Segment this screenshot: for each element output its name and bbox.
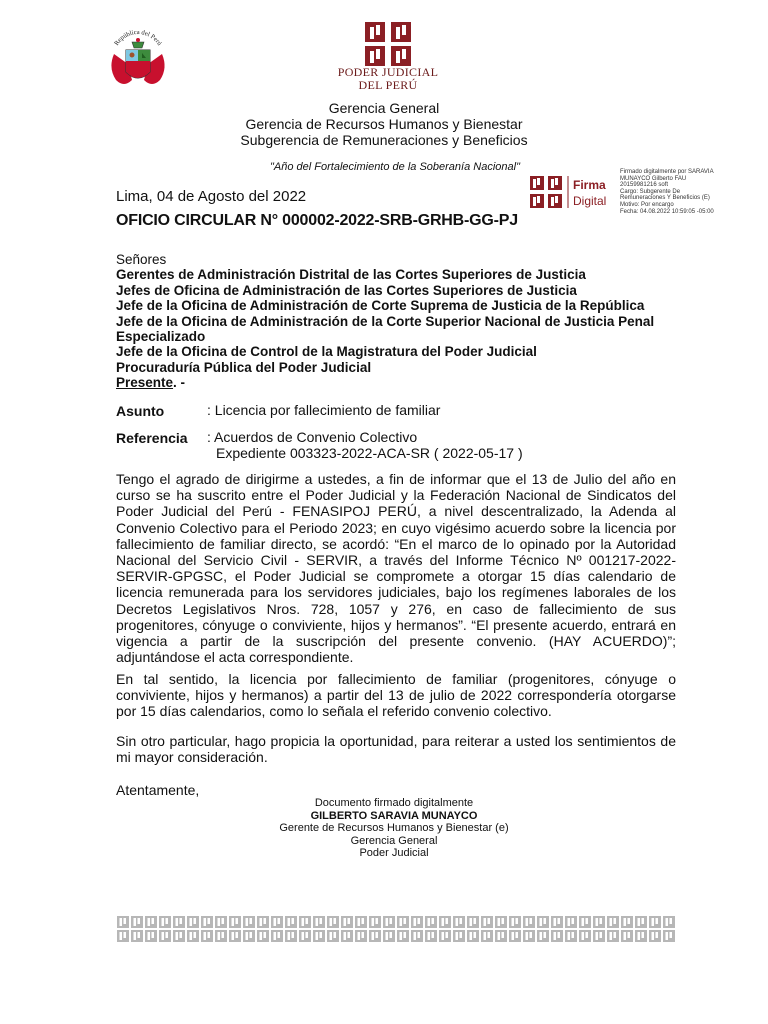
digital-signature-details bbox=[620, 169, 760, 215]
year-motto: "Año del Fortalecimiento de la Soberanía Nacional" bbox=[270, 161, 520, 173]
paragraph-1: Tengo el agrado de dirigirme a ustedes, a fin de informar que el 13 de Julio del año en curso se ha suscrito entre el Poder Judicial y la Federación Nacional de Sindicatos del Poder Judicial del Perú - FENASIPOJ PERÚ, a nivel descentralizado, la Adenda al Convenio Colectivo para el Periodo 2023; en cuyo vigésimo acuerdo sobre la licencia por fallecimiento de familiar directo, se acordó: “En el marco de lo opinado por la Autoridad Nacional del Servicio Civil - SERVIR, a través del Informe Técnico Nº 001217-2022-SERVIR-GPGSC, el Poder Judicial se compromete a otorgar 15 días calendario de licencia remunerada para los servidores judiciales, bajo los regímenes laborales de los Decretos Legislativos Nros. 728, 1057 y 276, en caso de fallecimiento de sus progenitores, cónyuge o conviviente, hijos y hermanos”. “El presente acuerdo, entrará en vigencia a partir de la suscripción del presente convenio. (HAY ACUERDO)”; adjuntándose el acta correspondiente. bbox=[116, 471, 676, 666]
referencia-value bbox=[207, 430, 523, 461]
recipient-line: Jefe de la Oficina de Administración de Corte Suprema de Justicia de la República bbox=[116, 298, 645, 314]
header-line-3: Subgerencia de Remuneraciones y Beneficios bbox=[240, 132, 528, 148]
closing: Atentamente, bbox=[116, 782, 200, 798]
recipient-line: Procuraduría Pública del Poder Judicial bbox=[116, 359, 372, 375]
asunto-value: : Licencia por fallecimiento de familiar bbox=[207, 402, 441, 418]
sig-line: MUNAYCO Gilberto FAU bbox=[620, 175, 687, 182]
logo-line-1: PODER JUDICIAL bbox=[337, 65, 439, 79]
document-header bbox=[0, 100, 768, 148]
recipients-block bbox=[116, 252, 686, 391]
header-line-1: Gerencia General bbox=[328, 100, 440, 116]
presente-suffix: . - bbox=[173, 375, 186, 391]
paragraph-2: En tal sentido, la licencia por fallecimiento de familiar (progenitores, cónyuge o conviviente, hijos y hermanos) a partir del 13 de julio de 2022 correspondería otorgarse por 15 días calendarios, como lo señala el referido convenio colectivo. bbox=[116, 671, 676, 720]
oficio-number: OFICIO CIRCULAR N° 000002-2022-SRB-GRHB-GG-PJ bbox=[116, 212, 518, 229]
digital-signature-badge-icon bbox=[528, 174, 618, 210]
logo-line-2: DEL PERÚ bbox=[358, 78, 418, 92]
referencia-label: Referencia bbox=[116, 430, 188, 446]
signer-org: Poder Judicial bbox=[359, 847, 429, 860]
poder-judicial-logo-icon bbox=[345, 20, 431, 70]
badge-line-1: Firma bbox=[573, 178, 606, 192]
signer-dept: Gerencia General bbox=[350, 834, 438, 847]
footer-logo-pattern-icon bbox=[116, 915, 676, 943]
poder-judicial-logo-text bbox=[330, 66, 446, 92]
header-line-2: Gerencia de Recursos Humanos y Bienestar bbox=[245, 116, 523, 132]
presente-label: Presente bbox=[116, 375, 174, 391]
salutation: Señores bbox=[116, 252, 167, 267]
sig-line: Cargo: Subgerente De bbox=[620, 188, 681, 195]
recipient-line: Jefes de Oficina de Administración de las Cortes Superiores de Justicia bbox=[116, 282, 577, 298]
crest-caption: República del Perú bbox=[113, 28, 163, 47]
paragraph-3: Sin otro particular, hago propicia la oportunidad, para reiterar a usted los sentimientos de mi mayor consideración. bbox=[116, 733, 676, 766]
recipient-line: Jefe de la Oficina de Administración de la Corte Superior Nacional de Justicia Penal Especializado bbox=[116, 313, 655, 345]
signer-name: GILBERTO SARAVIA MUNAYCO bbox=[310, 809, 478, 822]
sig-line: Remuneraciones Y Beneficios (E) bbox=[620, 195, 710, 202]
document-date: Lima, 04 de Agosto del 2022 bbox=[116, 188, 307, 205]
recipient-line: Jefe de la Oficina de Control de la Magistratura del Poder Judicial bbox=[116, 344, 537, 360]
sig-line: Fecha: 04.08.2022 10:59:05 -05:00 bbox=[620, 208, 714, 215]
sig-line: Motivo: Por encargo bbox=[620, 201, 674, 208]
referencia-line-2: Expediente 003323-2022-ACA-SR ( 2022-05-17 ) bbox=[216, 444, 523, 461]
sig-line: 20159981216 soft bbox=[620, 182, 669, 189]
sig-line: Firmado digitalmente por SARAVIA bbox=[620, 169, 714, 175]
recipient-line: Gerentes de Administración Distrital de las Cortes Superiores de Justicia bbox=[116, 267, 586, 283]
signature-note: Documento firmado digitalmente bbox=[314, 797, 474, 809]
asunto-label: Asunto bbox=[116, 403, 165, 419]
badge-line-2: Digital bbox=[573, 194, 607, 208]
coat-of-arms-icon bbox=[106, 24, 170, 90]
signer-title: Gerente de Recursos Humanos y Bienestar (e) bbox=[279, 822, 509, 835]
signature-block bbox=[0, 797, 768, 860]
referencia-line-1: : Acuerdos de Convenio Colectivo bbox=[207, 429, 418, 445]
